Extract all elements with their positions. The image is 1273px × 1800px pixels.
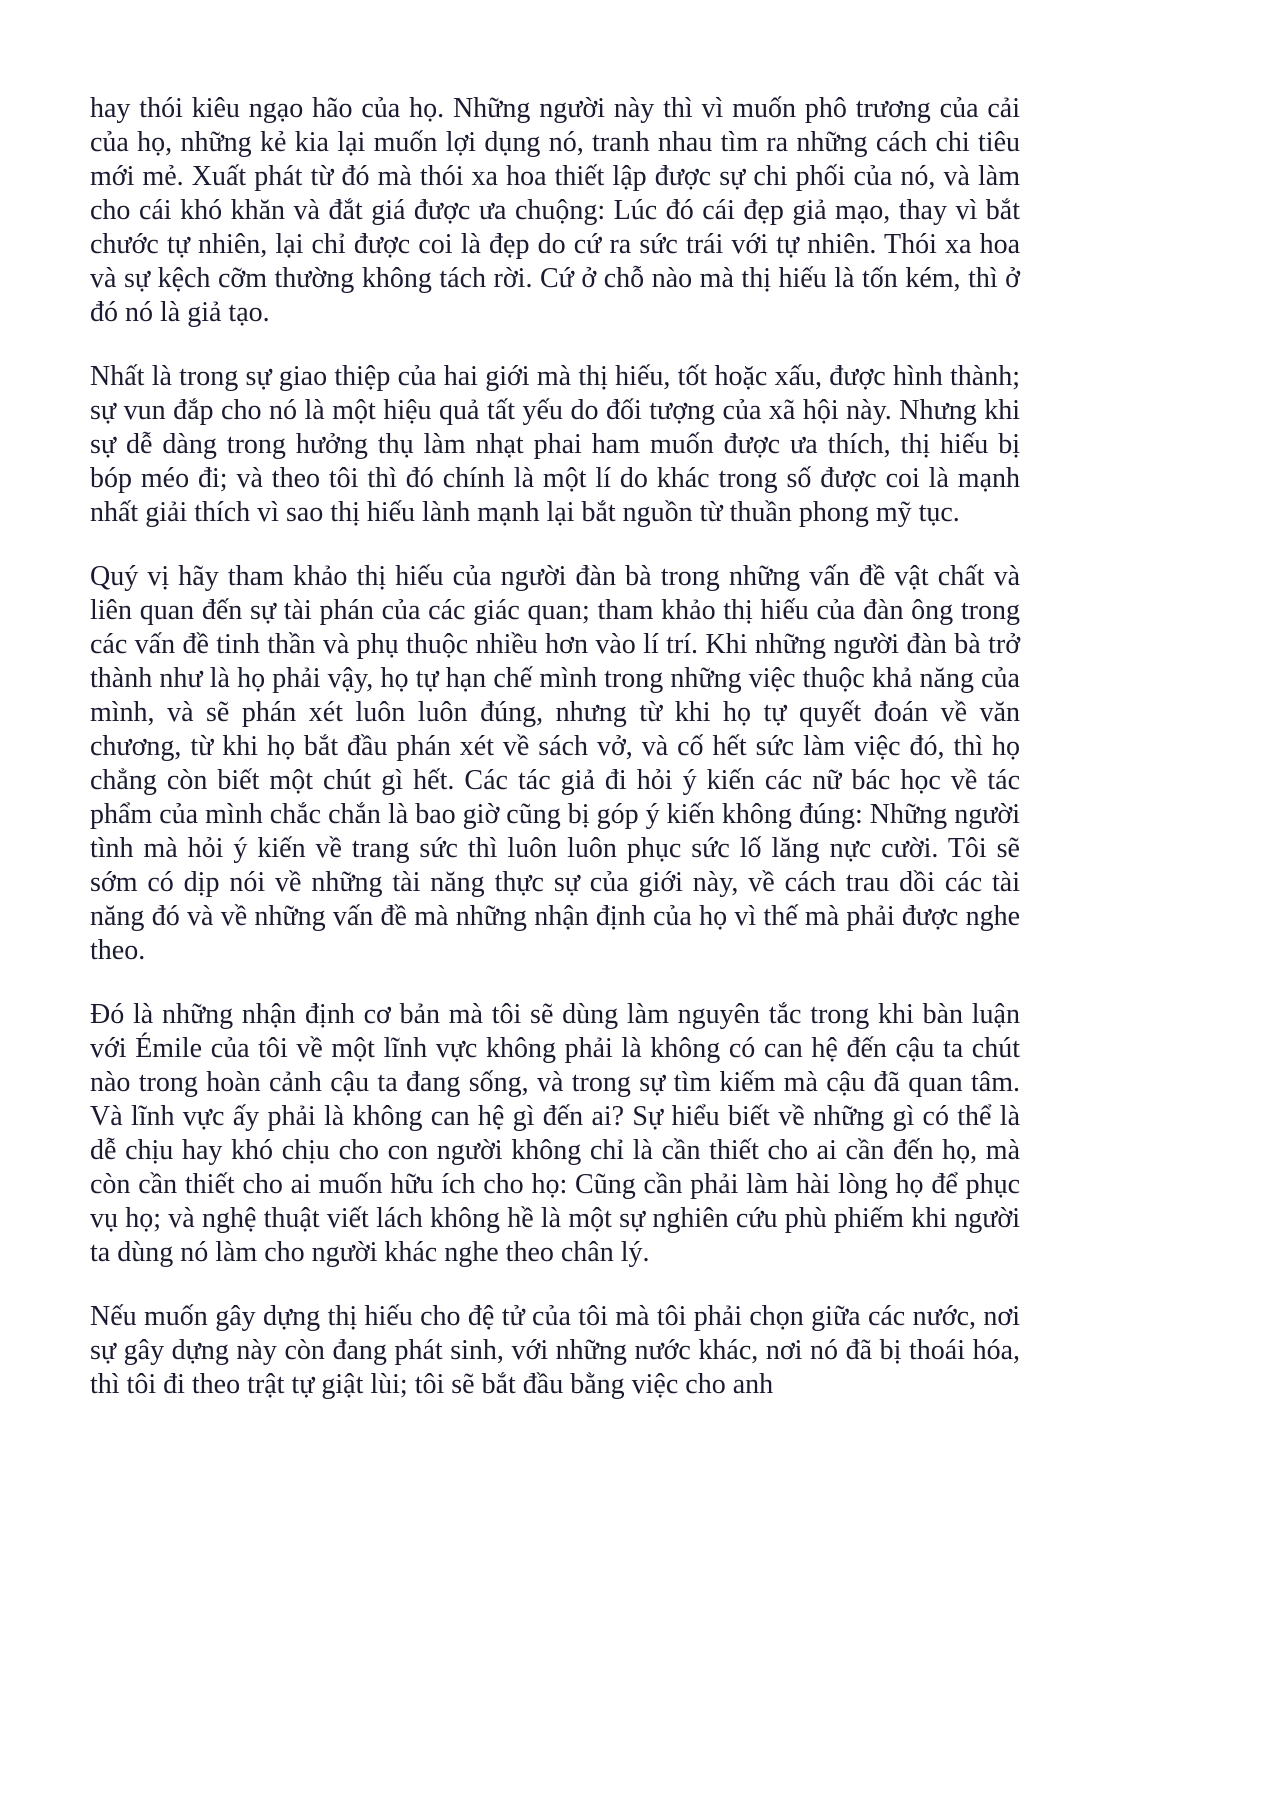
paragraph: Nhất là trong sự giao thiệp của hai giới mà thị hiếu, tốt hoặc xấu, được hình thành; sự vun đắp cho nó là một hiệu quả tất yếu do đối tượng của xã hội này. Nhưng khi sự dễ dàng trong hưởng thụ làm nhạt phai ham muốn được ưa thích, thị hiếu bị bóp méo đi; và theo tôi thì đó chính là một lí do khác trong số được coi là mạnh nhất giải thích vì sao thị hiếu lành mạnh lại bắt nguồn từ thuần phong mỹ tục. xyxy=(90,361,1020,528)
paragraph: Đó là những nhận định cơ bản mà tôi sẽ dùng làm nguyên tắc trong khi bàn luận với Émile của tôi về một lĩnh vực không phải là không có can hệ đến cậu ta chút nào trong hoàn cảnh cậu ta đang sống, và trong sự tìm kiếm mà cậu đã quan tâm. Và lĩnh vực ấy phải là không can hệ gì đến ai? Sự hiểu biết về những gì có thể là dễ chịu hay khó chịu cho con người không chỉ là cần thiết cho ai cần đến họ, mà còn cần thiết cho ai muốn hữu ích cho họ: Cũng cần phải làm hài lòng họ để phục vụ họ; và nghệ thuật viết lách không hề là một sự nghiên cứu phù phiếm khi người ta dùng nó làm cho người khác nghe theo chân lý. xyxy=(90,999,1020,1268)
paragraph: Quý vị hãy tham khảo thị hiếu của người đàn bà trong những vấn đề vật chất và liên quan đến sự tài phán của các giác quan; tham khảo thị hiếu của đàn ông trong các vấn đề tinh thần và phụ thuộc nhiều hơn vào lí trí. Khi những người đàn bà trở thành như là họ phải vậy, họ tự hạn chế mình trong những việc thuộc khả năng của mình, và sẽ phán xét luôn luôn đúng, nhưng từ khi họ tự quyết đoán về văn chương, từ khi họ bắt đầu phán xét về sách vở, và cố hết sức làm việc đó, thì họ chẳng còn biết một chút gì hết. Các tác giả đi hỏi ý kiến các nữ bác học về tác phẩm của mình chắc chắn là bao giờ cũng bị góp ý kiến không đúng: Những người tình mà hỏi ý kiến về trang sức thì luôn luôn phục sức lố lăng nực cười. Tôi sẽ sớm có dịp nói về những tài năng thực sự của giới này, về cách trau dồi các tài năng đó và về những vấn đề mà những nhận định của họ vì thế mà phải được nghe theo. xyxy=(90,561,1020,966)
paragraph: Nếu muốn gây dựng thị hiếu cho đệ tử của tôi mà tôi phải chọn giữa các nước, nơi sự gây dựng này còn đang phát sinh, với những nước khác, nơi nó đã bị thoái hóa, thì tôi đi theo trật tự giật lùi; tôi sẽ bắt đầu bằng việc cho anh xyxy=(90,1301,1020,1400)
paragraph: hay thói kiêu ngạo hão của họ. Những người này thì vì muốn phô trương của cải của họ, những kẻ kia lại muốn lợi dụng nó, tranh nhau tìm ra những cách chi tiêu mới mẻ. Xuất phát từ đó mà thói xa hoa thiết lập được sự chi phối của nó, và làm cho cái khó khăn và đắt giá được ưa chuộng: Lúc đó cái đẹp giả mạo, thay vì bắt chước tự nhiên, lại chỉ được coi là đẹp do cứ ra sức trái với tự nhiên. Thói xa hoa và sự kệch cỡm thường không tách rời. Cứ ở chỗ nào mà thị hiếu là tốn kém, thì ở đó nó là giả tạo. xyxy=(90,93,1020,328)
